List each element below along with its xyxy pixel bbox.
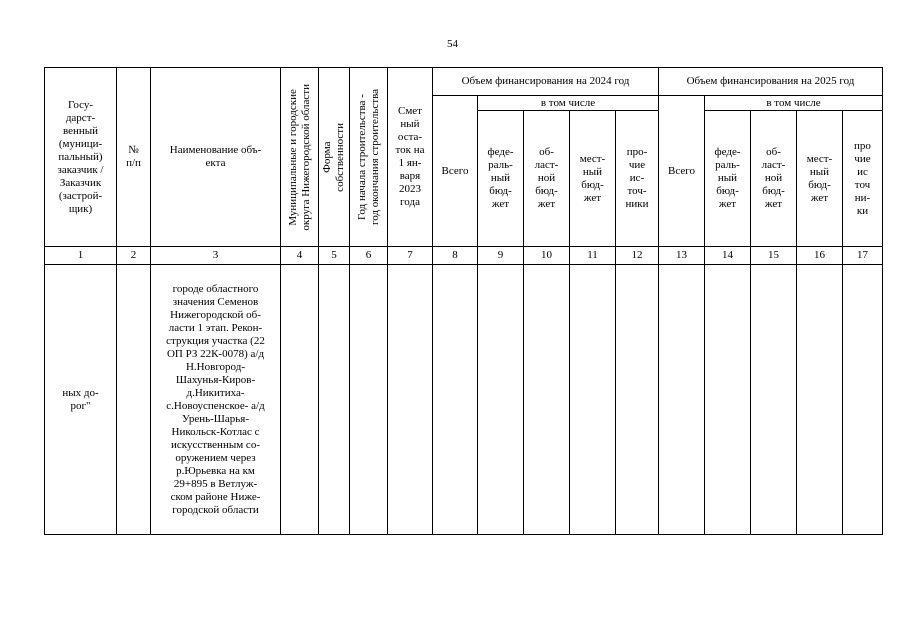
column-number: 12 xyxy=(616,247,659,265)
column-number-row xyxy=(45,247,883,265)
header-total-2024: Всего xyxy=(433,96,478,247)
header-object-name: Наименование объ- екта xyxy=(151,68,281,247)
row-regional-2024 xyxy=(524,265,570,535)
column-number: 6 xyxy=(350,247,388,265)
header-regional-2025: об- ласт- ной бюд- жет xyxy=(751,111,797,247)
header-ownership: Форма собственности xyxy=(319,68,350,247)
row-ownership xyxy=(319,265,350,535)
column-number: 13 xyxy=(659,247,705,265)
header-funding-2024: Объем финансирования на 2024 год xyxy=(433,68,659,96)
row-total-2024 xyxy=(433,265,478,535)
row-years xyxy=(350,265,388,535)
row-total-2025 xyxy=(659,265,705,535)
header-other-2024: про- чие ис- точ- ники xyxy=(616,111,659,247)
header-municipalities: Муниципальные и городские округа Нижегородской области xyxy=(281,68,319,247)
header-including-2025: в том числе xyxy=(705,96,883,111)
row-federal-2025 xyxy=(705,265,751,535)
row-federal-2024 xyxy=(478,265,524,535)
header-construction-years: Год начала строительства - год окончания строительства xyxy=(350,68,388,247)
column-number: 5 xyxy=(319,247,350,265)
column-number: 2 xyxy=(117,247,151,265)
row-object-name: городе областного значения Семенов Нижегородской об- ласти 1 этап. Рекон- струкция участка (22 ОП РЗ 22К-0078) а/д Н.Новгород- Шахунья-Киров- д.Никитиха- с.Новоуспенское- а/д Урень-Шарья- Никольск-Котлас с искусственным со- оружением через р.Юрьевка на км 29+895 в Ветлуж- ском районе Ниже- городской области xyxy=(151,265,281,535)
row-other-2025 xyxy=(843,265,883,535)
column-number: 1 xyxy=(45,247,117,265)
row-index xyxy=(117,265,151,535)
row-local-2025 xyxy=(797,265,843,535)
row-other-2024 xyxy=(616,265,659,535)
header-index: № п/п xyxy=(117,68,151,247)
row-municipalities xyxy=(281,265,319,535)
column-number: 7 xyxy=(388,247,433,265)
column-number: 16 xyxy=(797,247,843,265)
header-estimate-balance: Смет ный оста- ток на 1 ян- варя 2023 года xyxy=(388,68,433,247)
column-number: 14 xyxy=(705,247,751,265)
page-number: 54 xyxy=(447,38,458,50)
financing-table xyxy=(44,67,883,535)
header-regional-2024: об- ласт- ной бюд- жет xyxy=(524,111,570,247)
table-row xyxy=(45,265,883,535)
header-federal-2024: феде- раль- ный бюд- жет xyxy=(478,111,524,247)
column-number: 10 xyxy=(524,247,570,265)
column-number: 17 xyxy=(843,247,883,265)
column-number: 3 xyxy=(151,247,281,265)
row-regional-2025 xyxy=(751,265,797,535)
row-local-2024 xyxy=(570,265,616,535)
header-funding-2025: Объем финансирования на 2025 год xyxy=(659,68,883,96)
header-including-2024: в том числе xyxy=(478,96,659,111)
column-number: 15 xyxy=(751,247,797,265)
row-estimate-balance xyxy=(388,265,433,535)
header-customer: Госу- дарст- венный (муници- пальный) заказчик / Заказчик (застрой- щик) xyxy=(45,68,117,247)
header-total-2025: Всего xyxy=(659,96,705,247)
header-other-2025: про чие ис точ ни- ки xyxy=(843,111,883,247)
column-number: 9 xyxy=(478,247,524,265)
header-local-2024: мест- ный бюд- жет xyxy=(570,111,616,247)
header-federal-2025: феде- раль- ный бюд- жет xyxy=(705,111,751,247)
row-customer: ных до- рог" xyxy=(45,265,117,535)
column-number: 11 xyxy=(570,247,616,265)
column-number: 4 xyxy=(281,247,319,265)
column-number: 8 xyxy=(433,247,478,265)
header-local-2025: мест- ный бюд- жет xyxy=(797,111,843,247)
